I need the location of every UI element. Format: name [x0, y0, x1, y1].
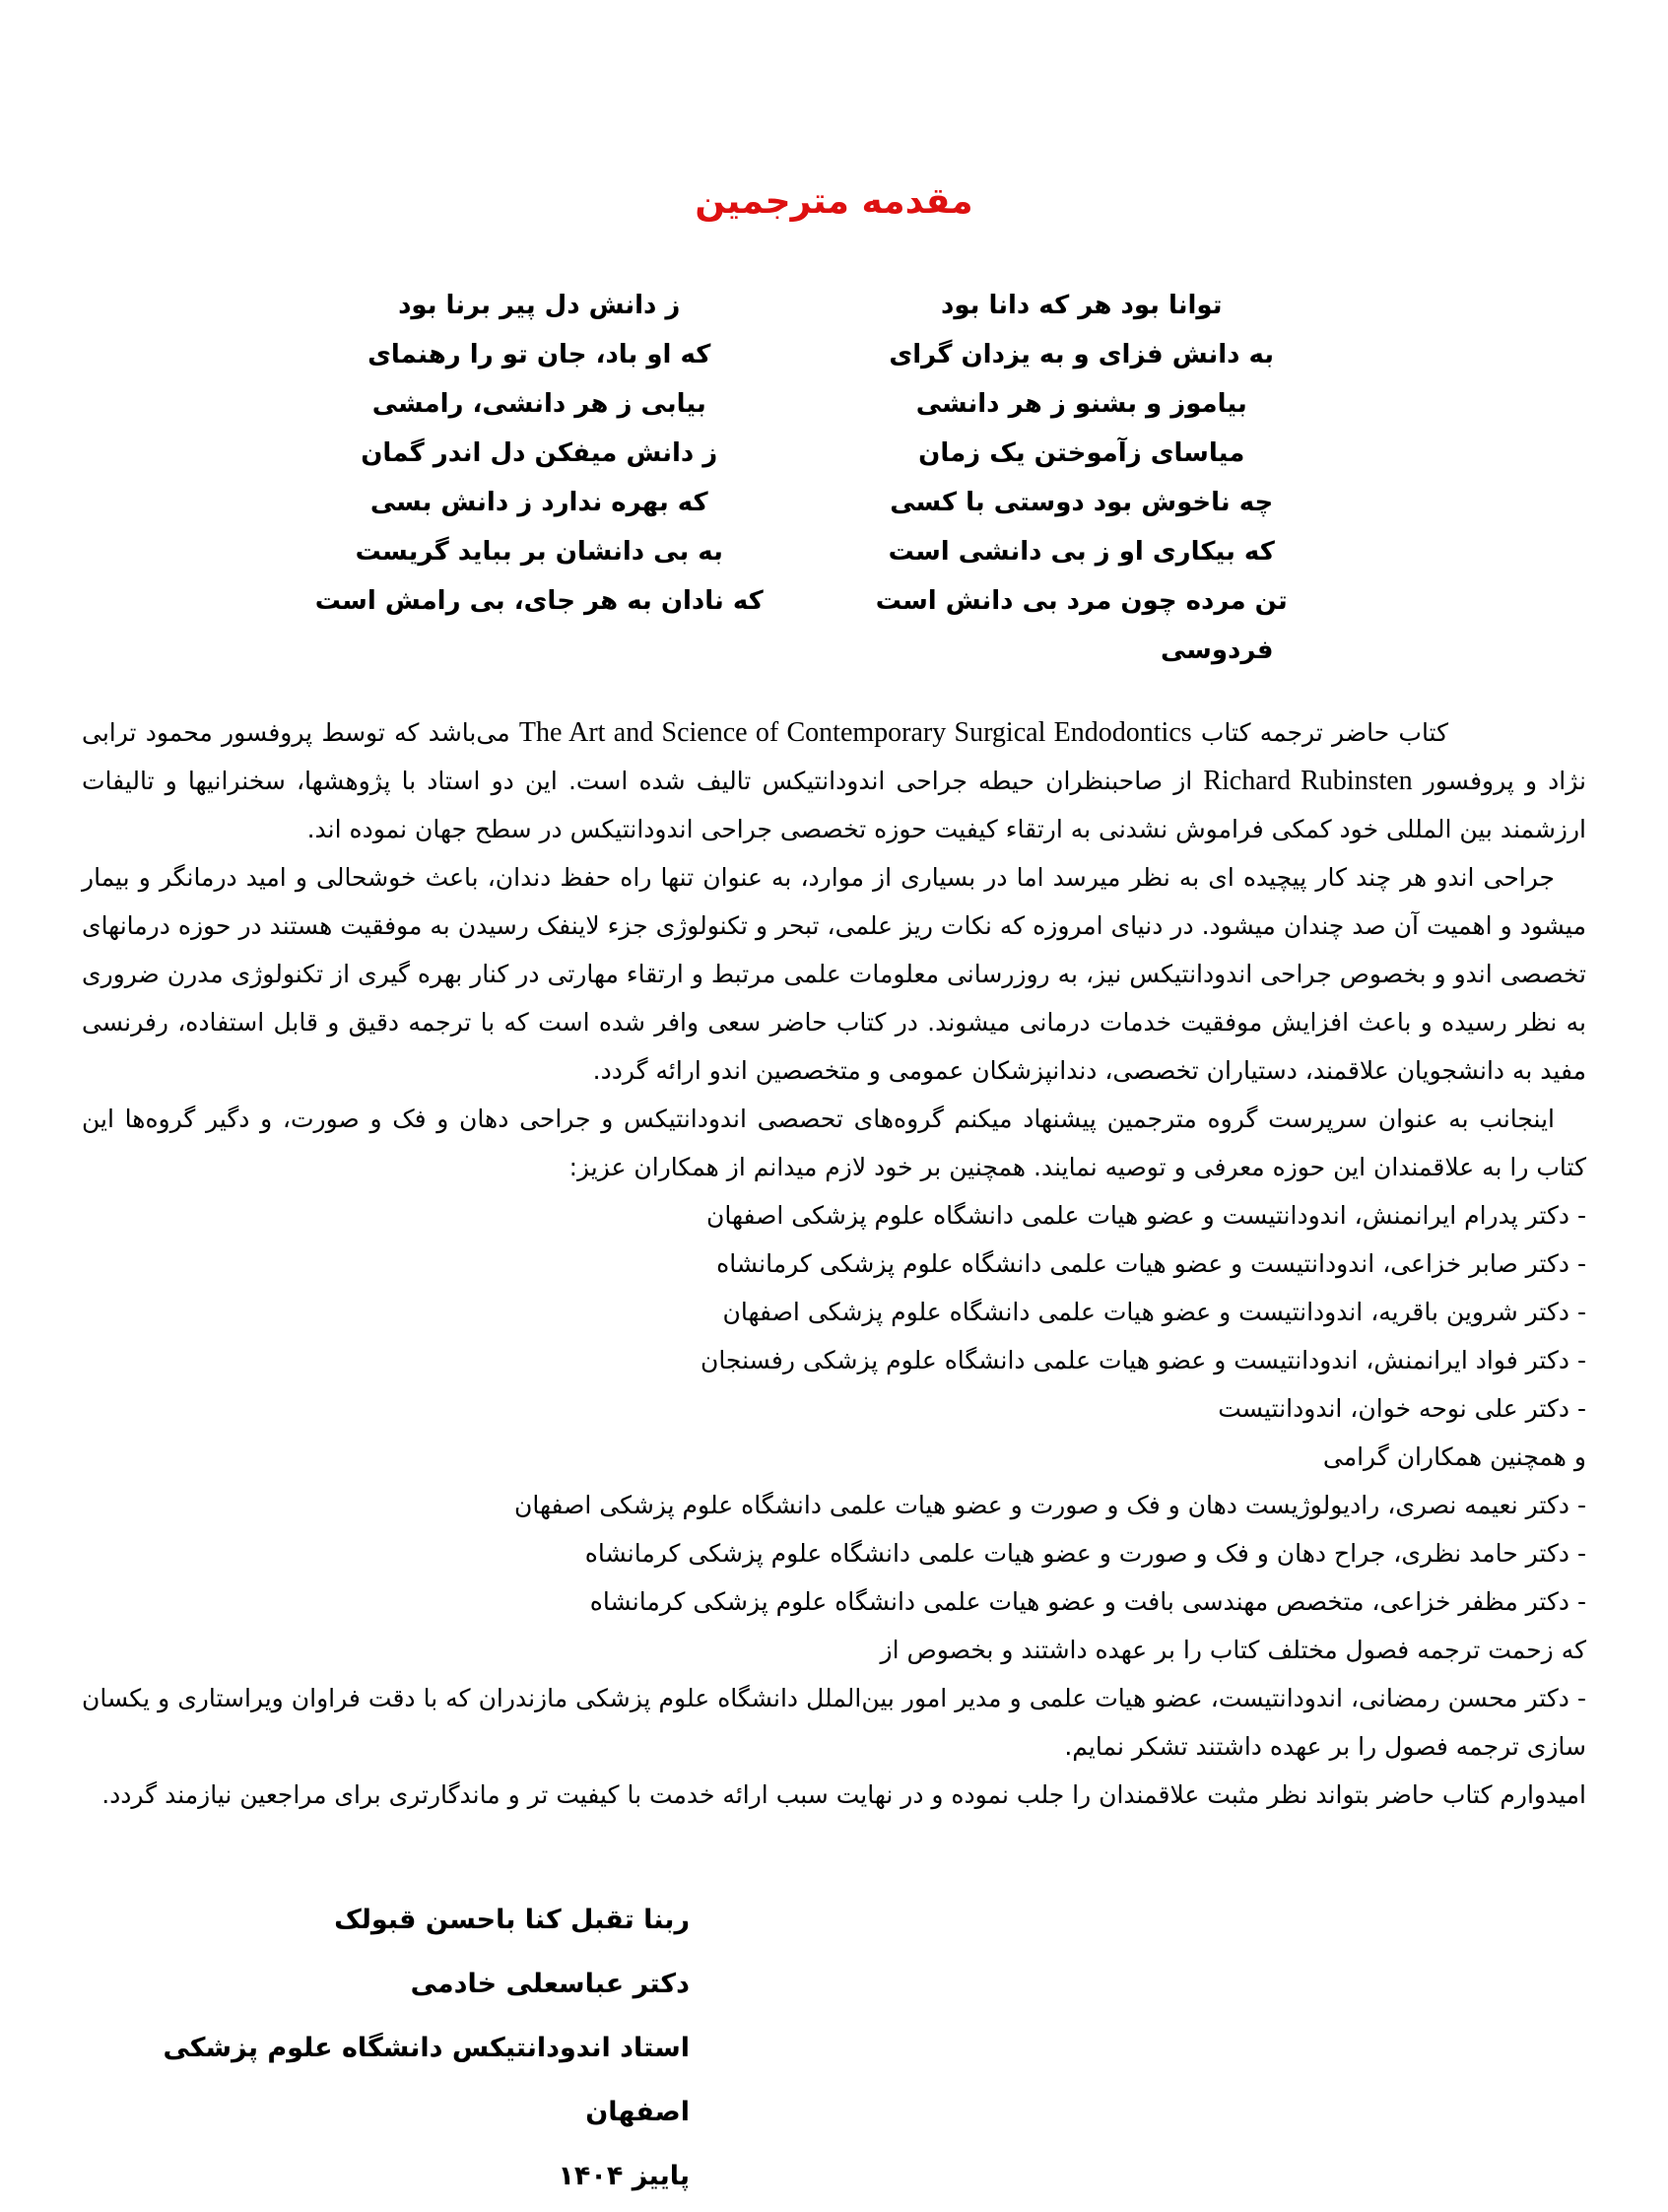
poem-hemistich: چه ناخوش بود دوستی با کسی [890, 488, 1274, 517]
poem-couplet [268, 379, 1353, 429]
other-colleagues-intro: و همچنین همکاران گرامی [1322, 1442, 1586, 1471]
colleague-list-item: - دکتر مظفر خزاعی، متخصص مهندسی بافت و عضو هیات علمی دانشگاه علوم پزشکی کرمانشاه [589, 1587, 1586, 1616]
introduction-body [82, 708, 1586, 1819]
signature-block [82, 1888, 1586, 2208]
translator-list-item: - دکتر فواد ایرانمنش، اندودانتیست و عضو هیات علمی دانشگاه علوم پزشکی رفسنجان [700, 1346, 1586, 1374]
poem-hemistich: میاسای زآموختن یک زمان [918, 438, 1245, 468]
poem-hemistich: به دانش فزای و به یزدان گرای [889, 340, 1275, 369]
poem-hemistich: بیاموز و بشنو ز هر دانشی [915, 389, 1247, 419]
poem-couplet [268, 281, 1353, 330]
poem-couplet [268, 576, 1353, 626]
author-name-english: Richard Rubinsten [1203, 766, 1413, 796]
poem-hemistich: بیابی ز هر دانشی، رامشی [371, 389, 706, 419]
intro-paragraph-1 [82, 708, 1586, 853]
poem-author: فردوسی [1161, 636, 1274, 665]
signature-date: پاییز ۱۴۰۴ [558, 2161, 690, 2191]
poem-couplet [268, 330, 1353, 379]
poem-hemistich: که او باد، جان تو را رهنمای [367, 340, 711, 369]
translator-list-item: - دکتر شروین باقریه، اندودانتیست و عضو هیات علمی دانشگاه علوم پزشکی اصفهان [722, 1298, 1586, 1326]
poem-hemistich: که بیکاری او ز بی دانشی است [888, 537, 1275, 567]
poem-hemistich: تن مرده چون مرد بی دانش است [875, 586, 1288, 616]
intro-p1-text-middle: می‌باشد که توسط پروفسور محمود ترابی نژاد و پروفسور [82, 718, 1586, 795]
poem-hemistich: که بهره ندارد ز دانش بسی [369, 488, 708, 517]
translator-list-item: - دکتر پدرام ایرانمنش، اندودانتیست و عضو هیات علمی دانشگاه علوم پزشکی اصفهان [705, 1201, 1586, 1230]
poem-couplet [268, 429, 1353, 478]
intro-p1-text-start: کتاب حاضر ترجمه کتاب [1191, 718, 1449, 747]
translator-list-item: - دکتر صابر خزاعی، اندودانتیست و عضو هیات علمی دانشگاه علوم پزشکی کرمانشاه [716, 1249, 1586, 1278]
page-title: مقدمه مترجمین [695, 181, 973, 222]
signature-affiliation: استاد اندودانتیکس دانشگاه علوم پزشکی اصفهان [163, 2033, 690, 2127]
book-title-english: The Art and Science of Contemporary Surgical Endodontics [518, 717, 1192, 748]
intro-paragraph-2: جراحی اندو هر چند کار پیچیده ای به نظر میرسد اما در بسیاری از موارد، به عنوان تنها راه حفظ دندان، باعث خوشحالی و امید درمانگر و بیمار میشود و اهمیت آن صد چندان میشود. در دنیای امروزه که نکات ریز علمی، تبحر و تکنولوژی جزء لاینفک رسیدن به موفقیت هستند در حوزه درمانهای تخصصی اندو و بخصوص جراحی اندودانتیکس نیز، به روزرسانی معلومات علمی مرتبط و ارتقاء مهارتی در کنار بهره گیری از تکنولوژی مدرن ضروری به نظر رسیده و باعث افزایش موفقیت خدمات درمانی میشوند. در کتاب حاضر سعی وافر شده است که با ترجمه دقیق و قابل استفاده، رفرنسی مفید به دانشجویان علاقمند، دستیاران تخصصی، دندانپزشکان عمومی و متخصصین اندو ارائه گردد. [82, 863, 1586, 1085]
colleague-list-item: - دکتر نعیمه نصری، رادیولوژیست دهان و فک و صورت و عضو هیات علمی دانشگاه علوم پزشکی اصفهان [514, 1491, 1586, 1519]
chapters-note: که زحمت ترجمه فصول مختلف کتاب را بر عهده داشتند و بخصوص از [880, 1636, 1586, 1664]
poem-hemistich: توانا بود هر که دانا بود [941, 291, 1223, 320]
poem [268, 281, 1353, 626]
intro-p1-text-end: از صاحبنظران حیطه جراحی اندودانتیکس تالیف شده است. این دو استاد با پژوهشها، سخنرانیها و تالیفات ارزشمند بین المللی خود کمکی فراموش نشدنی به ارتقاء کیفیت حوزه تخصصی جراحی اندودانتیکس در سطح جهان نموده اند. [82, 767, 1586, 843]
translator-list-item: - دکتر علی نوحه خوان، اندودانتیست [1218, 1394, 1586, 1423]
colleague-list-item: - دکتر حامد نظری، جراح دهان و فک و صورت و عضو هیات علمی دانشگاه علوم پزشکی کرمانشاه [584, 1539, 1586, 1568]
closing-paragraph: امیدوارم کتاب حاضر بتواند نظر مثبت علاقمندان را جلب نموده و در نهایت سبب ارائه خدمت با کیفیت تر و ماندگارتری برای مراجعین نیازمند گردد. [101, 1780, 1586, 1809]
signature-prayer: ربنا تقبل کنا باحسن قبولک [334, 1905, 690, 1935]
poem-couplet [268, 527, 1353, 576]
signature-name: دکتر عباسعلی خادمی [410, 1969, 690, 1999]
poem-hemistich: ز دانش دل پیر برنا بود [398, 291, 681, 320]
poem-hemistich: به بی دانشان بر بباید گریست [355, 537, 723, 567]
editor-acknowledgement: - دکتر محسن رمضانی، اندودانتیست، عضو هیات علمی و مدیر امور بین‌الملل دانشگاه علوم پزشکی مازندران که با دقت فراوان ویراستاری و یکسان سازی ترجمه فصول را بر عهده داشتند تشکر نمایم. [82, 1684, 1586, 1761]
poem-hemistich: که نادان به هر جای، بی رامش است [314, 586, 764, 616]
intro-paragraph-3: اینجانب به عنوان سرپرست گروه مترجمین پیشنهاد میکنم گروه‌های تحصصی اندودانتیکس و جراحی دهان و فک و صورت، و دگیر گروه‌ها این کتاب را به علاقمندان این حوزه معرفی و توصیه نمایند. همچنین بر خود لازم میدانم از همکاران عزیز: [82, 1105, 1586, 1181]
poem-couplet [268, 478, 1353, 527]
poem-hemistich: ز دانش میفکن دل اندر گمان [361, 438, 718, 468]
